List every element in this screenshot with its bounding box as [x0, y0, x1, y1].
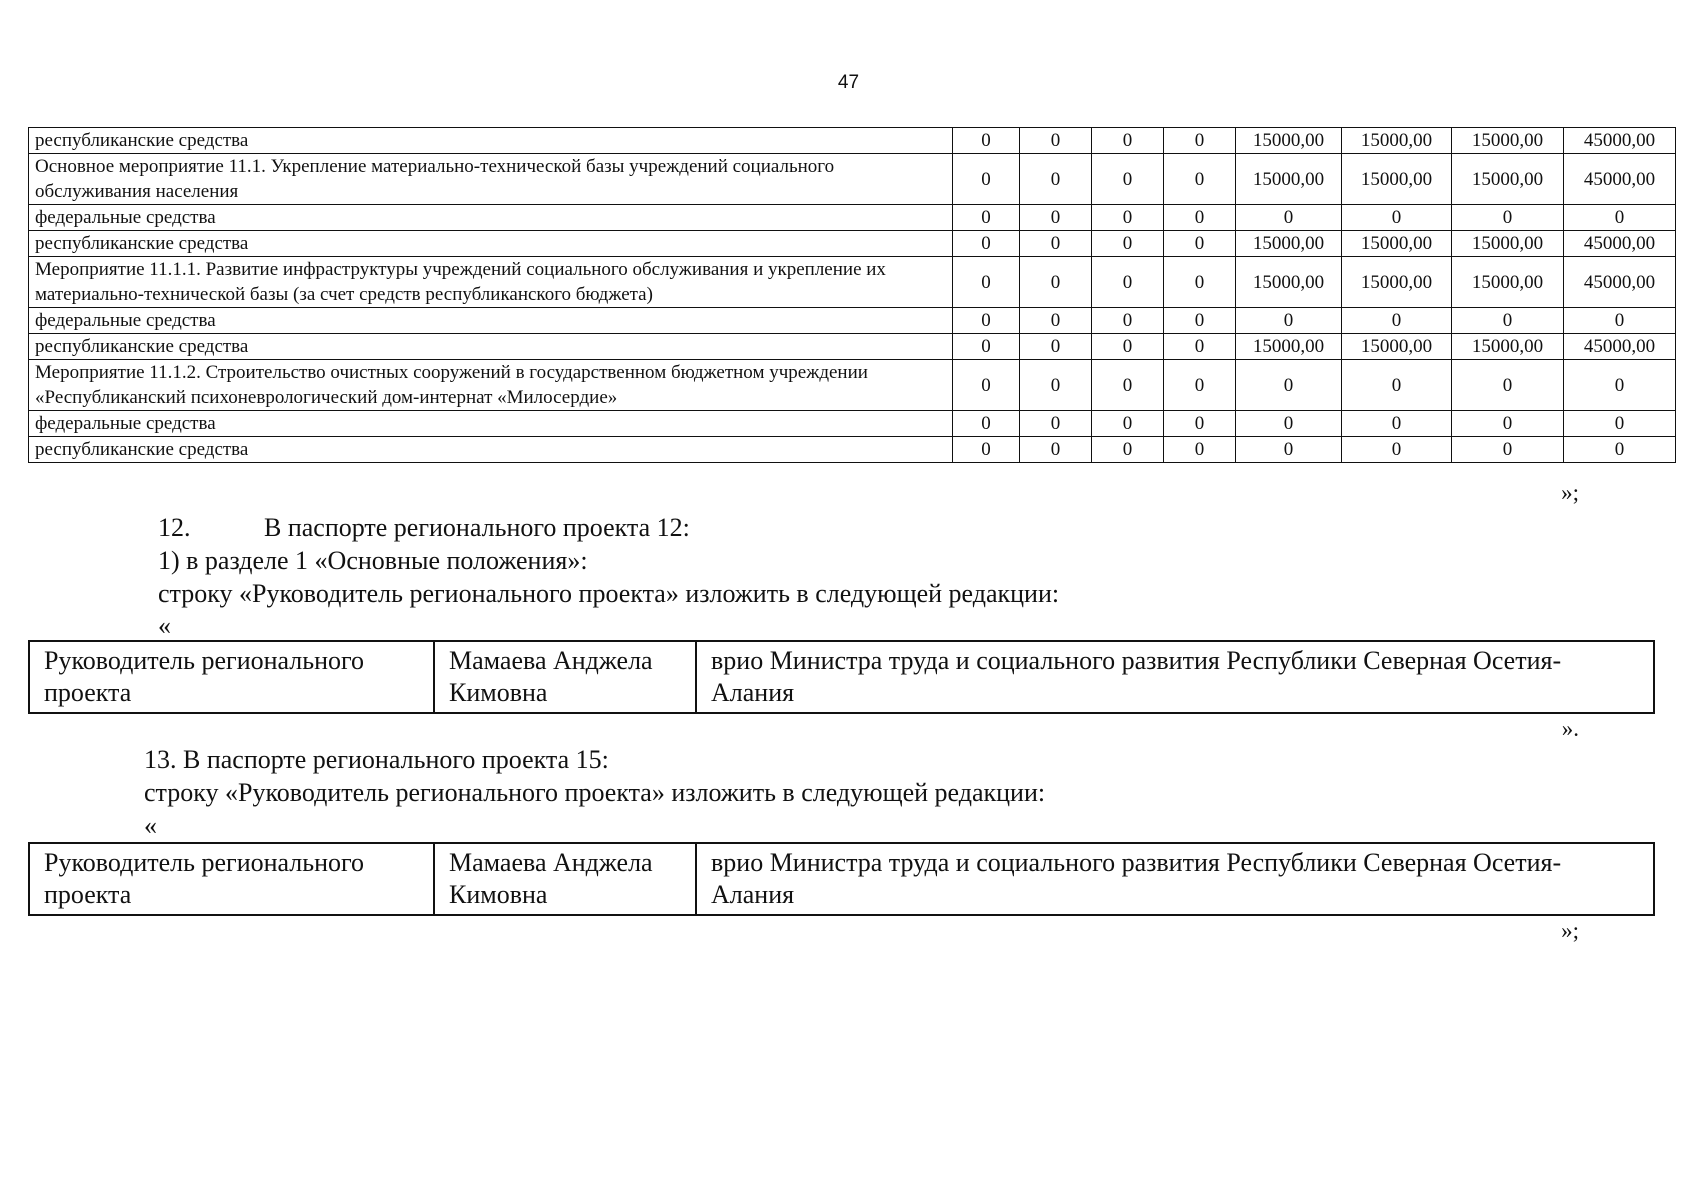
- leader-row: [29, 641, 1654, 713]
- table-row: [29, 257, 1676, 308]
- row-value: 45000,00: [1564, 334, 1676, 360]
- row-value: 15000,00: [1342, 231, 1452, 257]
- row-label: федеральные средства: [29, 411, 953, 437]
- row-value: 0: [1020, 360, 1092, 411]
- row-value: 0: [1342, 360, 1452, 411]
- row-value: 0: [1164, 334, 1236, 360]
- row-value: 0: [1164, 231, 1236, 257]
- row-value: 0: [1452, 360, 1564, 411]
- row-value: 0: [1236, 308, 1342, 334]
- leader-role-cell: Руководитель регионального проекта: [29, 843, 434, 915]
- table-row: [29, 411, 1676, 437]
- row-value: 0: [1164, 128, 1236, 154]
- row-value: 0: [953, 154, 1020, 205]
- table-row: [29, 128, 1676, 154]
- row-value: 15000,00: [1342, 154, 1452, 205]
- row-label: федеральные средства: [29, 308, 953, 334]
- budget-table: [28, 127, 1676, 463]
- row-value: 0: [1342, 205, 1452, 231]
- row-value: 0: [1020, 128, 1092, 154]
- row-value: 0: [1092, 360, 1164, 411]
- row-value: 0: [1092, 411, 1164, 437]
- row-value: 0: [1164, 205, 1236, 231]
- row-value: 0: [1342, 308, 1452, 334]
- leader-row: [29, 843, 1654, 915]
- row-value: 0: [1020, 154, 1092, 205]
- row-label: республиканские средства: [29, 437, 953, 463]
- page-number: 47: [837, 72, 860, 93]
- row-value: 0: [1164, 308, 1236, 334]
- row-value: 0: [1020, 437, 1092, 463]
- row-value: 0: [1092, 128, 1164, 154]
- row-value: 0: [1164, 360, 1236, 411]
- row-value: 45000,00: [1564, 231, 1676, 257]
- row-value: 15000,00: [1342, 257, 1452, 308]
- row-value: 0: [1452, 205, 1564, 231]
- row-value: 0: [1564, 360, 1676, 411]
- row-value: 0: [1020, 257, 1092, 308]
- row-value: 15000,00: [1342, 334, 1452, 360]
- row-label: республиканские средства: [29, 334, 953, 360]
- section-12-number: 12.: [158, 513, 191, 542]
- row-value: 15000,00: [1236, 231, 1342, 257]
- row-value: 0: [1564, 437, 1676, 463]
- row-value: 0: [1342, 411, 1452, 437]
- row-label: федеральные средства: [29, 205, 953, 231]
- row-value: 15000,00: [1452, 257, 1564, 308]
- leader-name-cell: Мамаева Анджела Кимовна: [434, 641, 696, 713]
- row-value: 15000,00: [1452, 334, 1564, 360]
- section-12-closing-quote: ».: [1561, 716, 1579, 741]
- row-value: 15000,00: [1236, 334, 1342, 360]
- closing-quote-table: »;: [1561, 480, 1579, 505]
- row-value: 0: [1164, 437, 1236, 463]
- row-value: 0: [953, 257, 1020, 308]
- section-13-closing-quote: »;: [1561, 918, 1579, 943]
- section-12-instruction: строку «Руководитель регионального проекта» изложить в следующей редакции:: [158, 579, 1060, 608]
- section-13-heading: 13. В паспорте регионального проекта 15:: [144, 745, 609, 774]
- row-value: 0: [953, 231, 1020, 257]
- row-value: 0: [953, 360, 1020, 411]
- row-value: 15000,00: [1236, 154, 1342, 205]
- section-13-leader-table: [28, 842, 1655, 916]
- row-value: 0: [1164, 154, 1236, 205]
- row-value: 0: [1092, 437, 1164, 463]
- row-value: 45000,00: [1564, 154, 1676, 205]
- table-row: [29, 205, 1676, 231]
- row-value: 0: [953, 334, 1020, 360]
- row-value: 0: [953, 205, 1020, 231]
- row-value: 0: [1564, 308, 1676, 334]
- row-value: 15000,00: [1452, 231, 1564, 257]
- row-value: 0: [1020, 334, 1092, 360]
- row-value: 0: [1452, 411, 1564, 437]
- leader-position-cell: врио Министра труда и социального развития Республики Северная Осетия-Алания: [696, 641, 1654, 713]
- leader-position-cell: врио Министра труда и социального развития Республики Северная Осетия-Алания: [696, 843, 1654, 915]
- row-value: 15000,00: [1236, 257, 1342, 308]
- row-label: Мероприятие 11.1.1. Развитие инфраструктуры учреждений социального обслуживания и укрепление их материально-технической базы (за счет средств республиканского бюджета): [29, 257, 953, 308]
- row-value: 0: [1092, 334, 1164, 360]
- row-label: Мероприятие 11.1.2. Строительство очистных сооружений в государственном бюджетном учреждении «Республиканский психоневрологический дом-интернат «Милосердие»: [29, 360, 953, 411]
- section-12-heading: [158, 512, 690, 544]
- row-value: 0: [1164, 257, 1236, 308]
- row-value: 15000,00: [1342, 128, 1452, 154]
- leader-name-cell: Мамаева Анджела Кимовна: [434, 843, 696, 915]
- row-value: 0: [1020, 411, 1092, 437]
- section-13-open-quote: «: [144, 811, 157, 840]
- row-label: республиканские средства: [29, 128, 953, 154]
- row-value: 0: [1092, 154, 1164, 205]
- row-value: 0: [1092, 231, 1164, 257]
- row-value: 15000,00: [1452, 128, 1564, 154]
- table-row: [29, 360, 1676, 411]
- row-value: 45000,00: [1564, 257, 1676, 308]
- row-value: 0: [1236, 205, 1342, 231]
- row-value: 0: [1452, 437, 1564, 463]
- row-label: Основное мероприятие 11.1. Укрепление материально-технической базы учреждений социального обслуживания населения: [29, 154, 953, 205]
- row-value: 0: [1342, 437, 1452, 463]
- table-row: [29, 231, 1676, 257]
- row-value: 0: [953, 437, 1020, 463]
- section-13-instruction: строку «Руководитель регионального проекта» изложить в следующей редакции:: [144, 778, 1046, 807]
- row-value: 0: [1236, 411, 1342, 437]
- row-value: 0: [953, 128, 1020, 154]
- row-value: 45000,00: [1564, 128, 1676, 154]
- row-label: республиканские средства: [29, 231, 953, 257]
- row-value: 0: [1564, 205, 1676, 231]
- section-12-item-1: 1) в разделе 1 «Основные положения»:: [158, 546, 588, 575]
- row-value: 0: [1452, 308, 1564, 334]
- row-value: 0: [1020, 308, 1092, 334]
- row-value: 0: [1092, 257, 1164, 308]
- table-row: [29, 308, 1676, 334]
- budget-table-body: [29, 128, 1676, 463]
- row-value: 0: [1236, 360, 1342, 411]
- row-value: 0: [1564, 411, 1676, 437]
- row-value: 0: [1164, 411, 1236, 437]
- row-value: 0: [1236, 437, 1342, 463]
- row-value: 0: [1092, 205, 1164, 231]
- row-value: 0: [953, 308, 1020, 334]
- row-value: 0: [1092, 308, 1164, 334]
- section-12-leader-table: [28, 640, 1655, 714]
- section-12-open-quote: «: [158, 611, 171, 640]
- row-value: 0: [1020, 231, 1092, 257]
- row-value: 0: [953, 411, 1020, 437]
- row-value: 15000,00: [1236, 128, 1342, 154]
- table-row: [29, 154, 1676, 205]
- row-value: 0: [1020, 205, 1092, 231]
- table-row: [29, 437, 1676, 463]
- section-12-title: В паспорте регионального проекта 12:: [264, 513, 690, 542]
- row-value: 15000,00: [1452, 154, 1564, 205]
- table-row: [29, 334, 1676, 360]
- leader-role-cell: Руководитель регионального проекта: [29, 641, 434, 713]
